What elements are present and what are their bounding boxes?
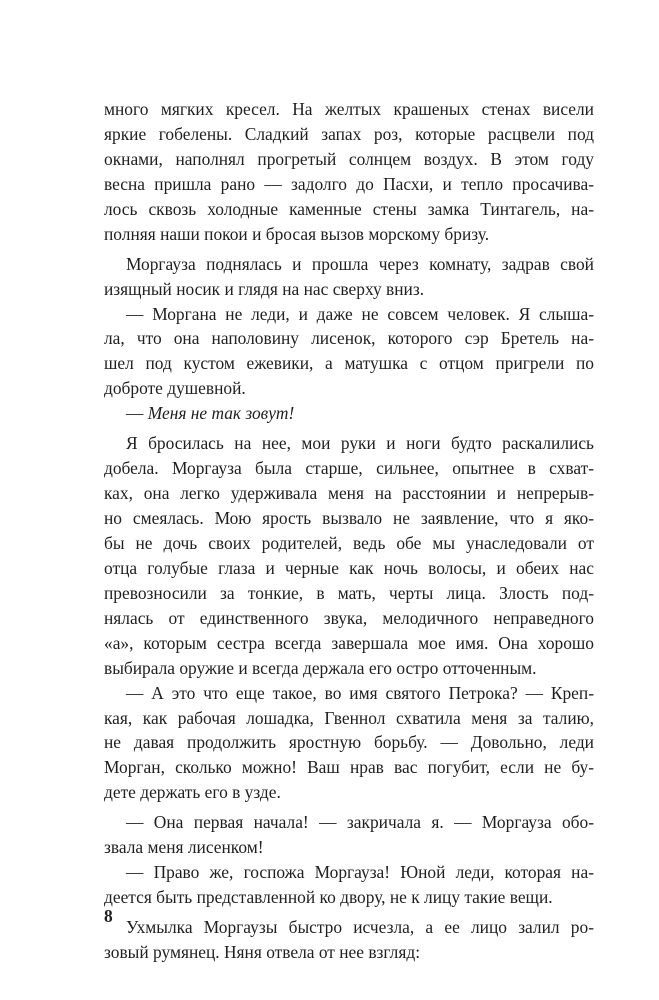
text-line: — Она первая начала! — закричала я. — Моргауза обо- [126,812,594,833]
text-line: зовый румянец. Няня отвела от нее взгляд: [104,941,421,962]
text-line: Моргауза поднялась и прошла через комнату, задрав свой [126,253,594,274]
italic-speech: Меня не так зовут! [147,403,295,424]
text-line: нялась от единственного звука, мелодичного неправедного [104,607,594,628]
text-line: полняя наши покои и бросая вызов морскому бризу. [104,223,490,244]
text-line: ла, что она наполовину лисенок, которого сэр Бретель на- [104,328,594,349]
text-line: лось сквозь холодные каменные стены замка Тинтагель, на- [104,198,594,219]
text-line: Морган, сколько можно! Ваш нрав вас погубит, если не бу- [104,757,594,778]
text-line: добела. Моргауза была старше, сильнее, опытнее в схват- [104,458,594,479]
text-line: ках, она легко удерживала меня на расстоянии и непрерыв- [104,483,594,504]
text-line: окнами, наполнял прогретый солнцем воздух. В этом году [104,148,594,169]
text-line: Я бросилась на нее, мои руки и ноги будто раскалились [126,433,594,454]
text-line: выбирала оружие и всегда держала его остро отточенным. [104,657,537,678]
text-line: Ухмылка Моргаузы быстро исчезла, а ее лицо залил ро- [126,917,594,937]
text-line: кая, как рабочая лошадка, Гвеннол схватила меня за талию, [104,707,594,728]
text-line: «а», которым сестра всегда завершала мое имя. Она хорошо [104,632,594,653]
text-line: изящный носик и глядя на нас сверху вниз. [104,278,425,299]
text-line: весна пришла рано — задолго до Пасхи, и тепло просачива- [104,173,594,194]
text-line: — Моргана не леди, и даже не совсем человек. Я слыша- [126,303,594,324]
text-line: — А это что еще такое, во имя святого Петрока? — Креп- [126,682,594,703]
text-line: яркие гобелены. Сладкий запах роз, которые расцвели под [104,123,594,144]
page-number: 8 [104,906,113,926]
text-line: много мягких кресел. На желтых крашеных стенах висели [104,99,594,119]
text-line: отца голубые глаза и черные как ночь волосы, и обеих нас [104,557,594,578]
text-line: не давая продолжить яростную борьбу. — Довольно, леди [104,732,594,753]
book-page-text [104,97,594,965]
text-line: шел под кустом ежевики, а матушка с отцом пригрели по [104,353,594,374]
text-line: превозносили за тонкие, в мать, черты лица. Злость под- [104,582,594,603]
text-line: деется быть представленной ко двору, не к лицу такие вещи. [104,887,553,908]
text-line: дете держать его в узде. [104,782,281,803]
text-line [104,401,594,426]
text-line: бы не дочь своих родителей, ведь обе мы унаследовали от [104,532,594,553]
text-line: но смеялась. Мою ярость вызвало не заявление, что я яко- [104,508,594,528]
text-line: звала меня лисенком! [104,837,264,858]
text-line: доброте душевной. [104,378,246,399]
dash: — [126,403,148,424]
text-line: — Право же, госпожа Моргауза! Юной леди, которая на- [126,862,594,883]
